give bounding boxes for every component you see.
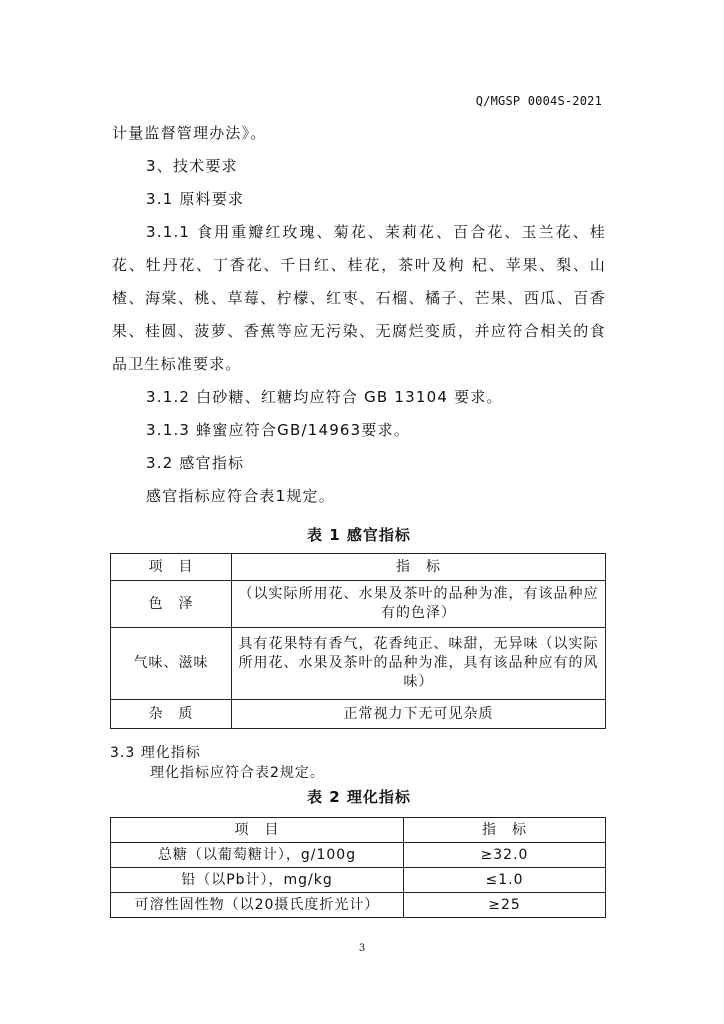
- paragraph-sensory-reference: 感官指标应符合表1规定。: [146, 487, 335, 505]
- table-row: [111, 700, 606, 729]
- table-cell: 气味、滋味: [111, 628, 232, 700]
- paragraph-physicochemical-reference: 理化指标应符合表2规定。: [150, 765, 325, 781]
- table-cell: 具有花果特有香气，花香纯正、味甜，无异味（以实际所用花、水果及茶叶的品种为准，具有该品种应有的风味）: [232, 628, 606, 700]
- table-header-cell: 项 目: [111, 554, 232, 581]
- page-number: 3: [358, 943, 366, 954]
- table-cell: ≥25: [404, 893, 606, 918]
- table1-caption: 表 1 感官指标: [307, 526, 411, 544]
- document-code: Q/MGSP 0004S-2021: [475, 94, 602, 108]
- table2-caption: 表 2 理化指标: [307, 788, 411, 806]
- table-cell: 杂 质: [111, 700, 232, 729]
- table-row: [111, 628, 606, 700]
- table-row: [111, 893, 606, 918]
- section-heading-technical-requirements: 3、技术要求: [146, 157, 238, 175]
- table-cell: 可溶性固性物（以20摄氏度折光计）: [111, 893, 404, 918]
- table-cell: ≥32.0: [404, 843, 606, 868]
- paragraph-honey-requirement: 3.1.3 蜂蜜应符合GB/14963要求。: [146, 421, 411, 439]
- table-header-row: [111, 554, 606, 581]
- table-row: [111, 843, 606, 868]
- table-row: [111, 581, 606, 628]
- table-row: [111, 868, 606, 893]
- table-header-cell: 项 目: [111, 818, 404, 843]
- table-cell: 总糖（以葡萄糖计），g/100g: [111, 843, 404, 868]
- section-heading-physicochemical: 3.3 理化指标: [110, 745, 201, 761]
- physicochemical-table: [110, 817, 606, 918]
- paragraph-raw-materials: 3.1.1 食用重瓣红玫瑰、菊花、茉莉花、百合花、玉兰花、桂花、牡丹花、丁香花、千日红、桂花，茶叶及枸 杞、苹果、梨、山楂、海棠、桃、草莓、柠檬、红枣、石榴、橘子、芒果、西瓜、百香果、桂圆、菠萝、香蕉等应无污染、无腐烂变质，并应符合相关的食品卫生标准要求。: [112, 223, 606, 373]
- section-heading-raw-materials: 3.1 原料要求: [146, 190, 245, 208]
- paragraph-continuation: 计量监督管理办法》。: [112, 124, 267, 142]
- section-heading-sensory: 3.2 感官指标: [146, 454, 245, 472]
- table-cell: 色 泽: [111, 581, 232, 628]
- table-header-cell: 指 标: [404, 818, 606, 843]
- table-cell: ≤1.0: [404, 868, 606, 893]
- table-header-row: [111, 818, 606, 843]
- sensory-table: [110, 553, 606, 729]
- table-header-cell: 指 标: [232, 554, 606, 581]
- table-cell: （以实际所用花、水果及茶叶的品种为准，有该品种应有的色泽）: [232, 581, 606, 628]
- table-cell: 铅（以Pb计），mg/kg: [111, 868, 404, 893]
- table-cell: 正常视力下无可见杂质: [232, 700, 606, 729]
- paragraph-sugar-requirement: 3.1.2 白砂糖、红糖均应符合 GB 13104 要求。: [146, 388, 503, 406]
